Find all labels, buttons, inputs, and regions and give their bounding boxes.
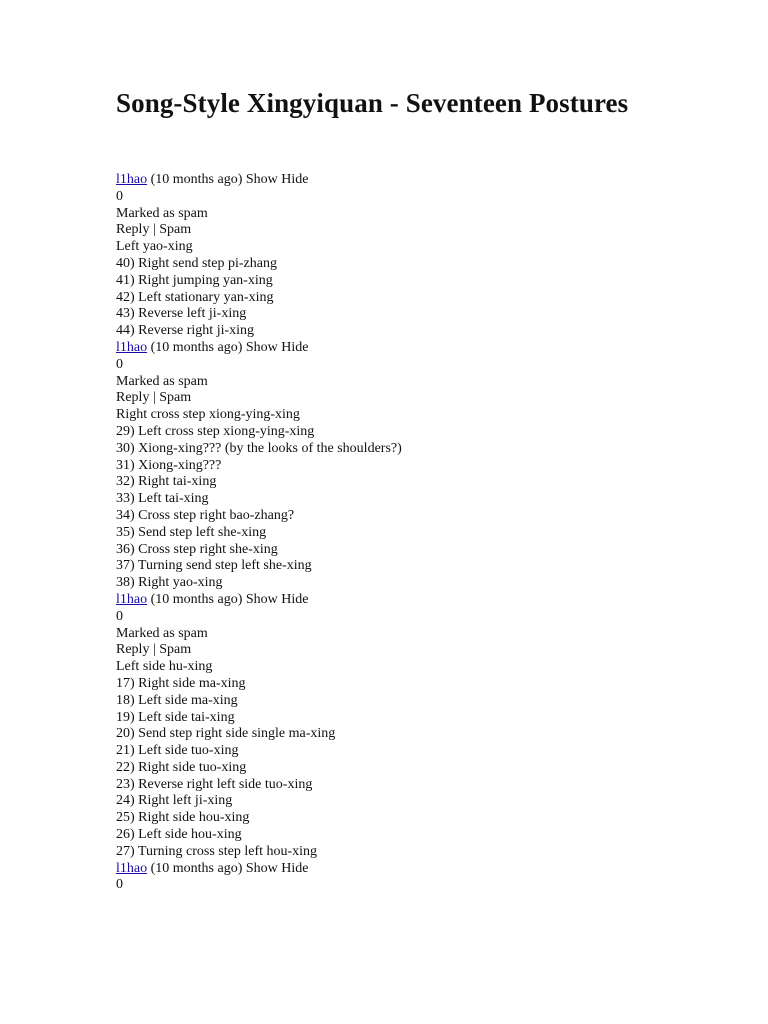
comment-line: 23) Reverse right left side tuo-xing [116, 776, 313, 792]
show-link[interactable]: Show [245, 860, 278, 876]
action-separator: | [152, 642, 156, 658]
comment-line: 20) Send step right side single ma-xing [116, 726, 336, 742]
comment-line: 41) Right jumping yan-xing [116, 272, 273, 288]
comments-list [116, 172, 716, 894]
comment-score: 0 [116, 877, 123, 893]
comment-line: 19) Left side tai-xing [116, 709, 235, 725]
hide-link[interactable]: Hide [281, 860, 309, 876]
comment [116, 592, 716, 861]
action-separator: | [152, 222, 156, 238]
hide-link[interactable]: Hide [281, 339, 309, 355]
comment-line: 26) Left side hou-xing [116, 827, 242, 843]
comment-time: (10 months ago) [150, 339, 243, 355]
comment-line: 35) Send step left she-xing [116, 524, 267, 540]
comment-header [116, 340, 716, 357]
comment [116, 172, 716, 340]
hide-link[interactable]: Hide [281, 591, 309, 607]
comment-status: Marked as spam [116, 205, 208, 221]
show-link[interactable]: Show [245, 591, 278, 607]
comment-time: (10 months ago) [150, 172, 243, 187]
comment-line: 33) Left tai-xing [116, 491, 209, 507]
comment-line: 29) Left cross step xiong-ying-xing [116, 423, 315, 439]
show-link[interactable]: Show [245, 172, 278, 187]
comment-score: 0 [116, 608, 123, 624]
comment-time: (10 months ago) [150, 860, 243, 876]
comment-actions [116, 222, 716, 239]
comment-score: 0 [116, 188, 123, 204]
comment-status: Marked as spam [116, 625, 208, 641]
comment-line: 34) Cross step right bao-zhang? [116, 507, 295, 523]
comment-line: 18) Left side ma-xing [116, 692, 238, 708]
comment-line: 17) Right side ma-xing [116, 675, 246, 691]
comment-line: 31) Xiong-xing??? [116, 457, 222, 473]
comment-author-link[interactable]: l1hao [116, 339, 148, 355]
comment-header [116, 172, 716, 189]
comment-line: 25) Right side hou-xing [116, 810, 250, 826]
reply-link[interactable]: Reply [116, 642, 150, 658]
comment-line: Left yao-xing [116, 239, 193, 255]
spam-link[interactable]: Spam [159, 222, 192, 238]
comment-line: 22) Right side tuo-xing [116, 759, 247, 775]
comment-line: 42) Left stationary yan-xing [116, 289, 274, 305]
comment [116, 340, 716, 592]
comment-line: 21) Left side tuo-xing [116, 743, 239, 759]
comment-line: 24) Right left ji-xing [116, 793, 233, 809]
comment-author-link[interactable]: l1hao [116, 591, 148, 607]
comment-actions [116, 642, 716, 659]
comment-line: 38) Right yao-xing [116, 575, 223, 591]
comment-line: 40) Right send step pi-zhang [116, 255, 277, 271]
comment-author-link[interactable]: l1hao [116, 860, 148, 876]
action-separator: | [152, 390, 156, 406]
comment-header [116, 592, 716, 609]
hide-link[interactable]: Hide [281, 172, 309, 187]
comment-line: Right cross step xiong-ying-xing [116, 407, 300, 423]
spam-link[interactable]: Spam [159, 642, 192, 658]
spam-link[interactable]: Spam [159, 390, 192, 406]
comment-score: 0 [116, 356, 123, 372]
document-page [116, 86, 716, 894]
comment-header [116, 861, 716, 878]
show-link[interactable]: Show [245, 339, 278, 355]
comment-line: 37) Turning send step left she-xing [116, 558, 312, 574]
comment-line: 43) Reverse left ji-xing [116, 306, 247, 322]
comment-time: (10 months ago) [150, 591, 243, 607]
comment-actions [116, 390, 716, 407]
reply-link[interactable]: Reply [116, 222, 150, 238]
page-title: Song-Style Xingyiquan - Seventeen Postures [116, 88, 629, 118]
comment-status: Marked as spam [116, 373, 208, 389]
reply-link[interactable]: Reply [116, 390, 150, 406]
comment-line: 44) Reverse right ji-xing [116, 323, 255, 339]
comment-line: Left side hu-xing [116, 659, 213, 675]
comment-line: 27) Turning cross step left hou-xing [116, 843, 318, 859]
comment [116, 861, 716, 895]
comment-author-link[interactable]: l1hao [116, 172, 148, 187]
comment-line: 36) Cross step right she-xing [116, 541, 278, 557]
comment-line: 30) Xiong-xing??? (by the looks of the shoulders?) [116, 440, 402, 456]
comment-line: 32) Right tai-xing [116, 474, 217, 490]
